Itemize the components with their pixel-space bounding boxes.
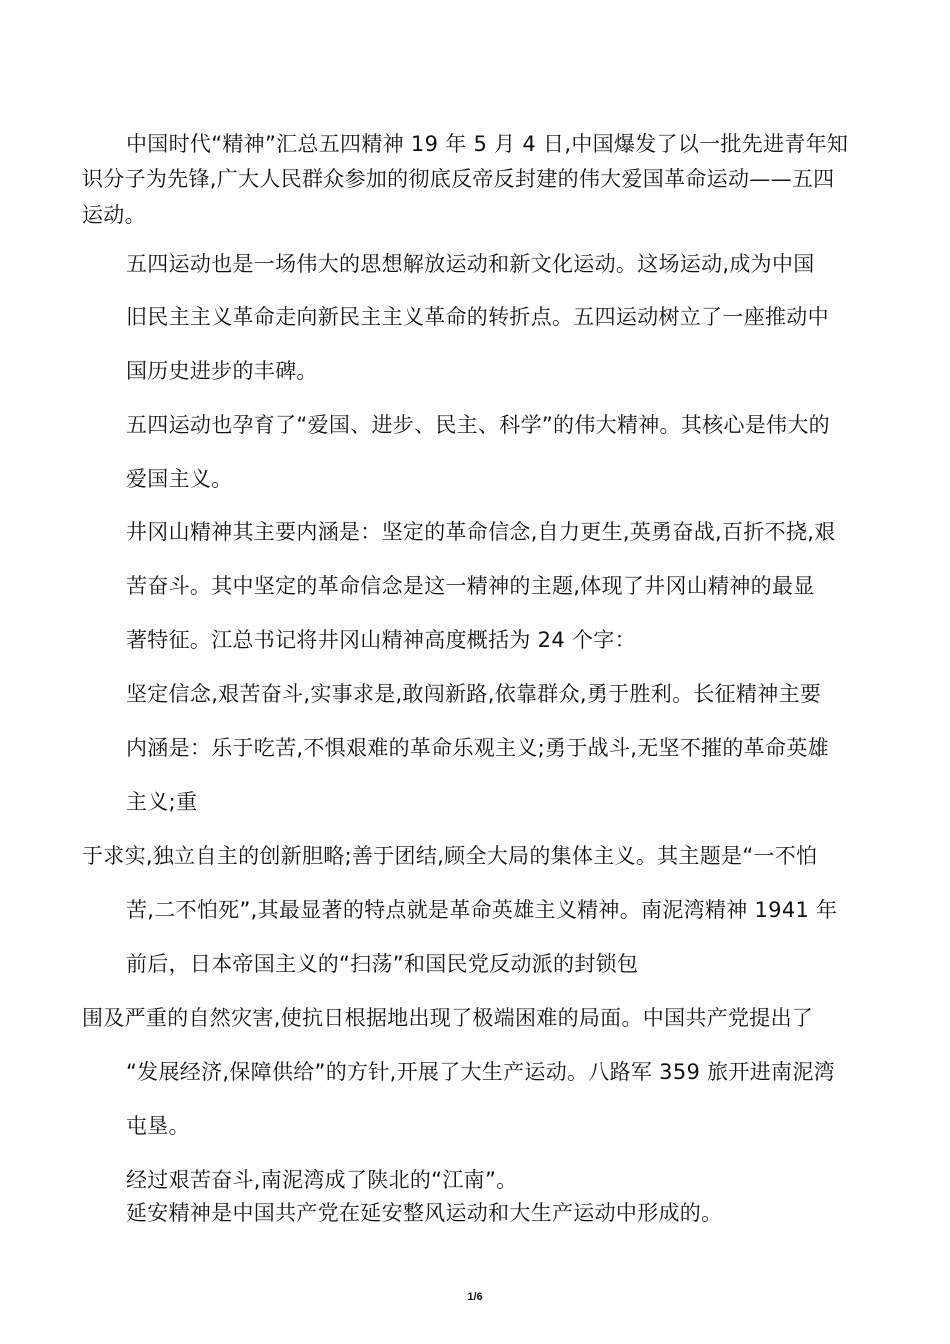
text-line: 于求实,独立自主的创新胆略;善于团结,顾全大局的集体主义。其主题是“一不怕 [82,844,818,868]
text-line: 屯垦。 [126,1114,190,1138]
text-line: 国历史进步的丰碑。 [126,359,318,383]
text-line: “发展经济,保障供给”的方针,开展了大生产运动。八路军 359 旅开进南泥湾 [126,1060,835,1084]
text-line: 经过艰苦奋斗,南泥湾成了陕北的“江南”。 [126,1168,518,1192]
text-line: 前后，日本帝国主义的“扫荡”和国民党反动派的封锁包 [126,952,639,976]
text-line: 旧民主主义革命走向新民主主义革命的转折点。五四运动树立了一座推动中 [126,305,829,329]
text-line: 围及严重的自然灾害,使抗日根据地出现了极端困难的局面。中国共产党提出了 [82,1006,814,1030]
text-line: 延安精神是中国共产党在延安整风运动和大生产运动中形成的。 [126,1201,723,1225]
text-line: 五四运动也是一场伟大的思想解放运动和新文化运动。这场运动,成为中国 [126,252,815,276]
text-line: 坚定信念,艰苦奋斗,实事求是,敢闯新路,依靠群众,勇于胜利。长征精神主要 [126,682,822,706]
text-line: 运动。 [82,203,146,227]
text-line: 苦奋斗。其中坚定的革命信念是这一精神的主题,体现了井冈山精神的最显 [126,574,815,598]
text-line: 著特征。江总书记将井冈山精神高度概括为 24 个字： [126,628,636,652]
text-line: 内涵是：乐于吃苦,不惧艰难的革命乐观主义;勇于战斗,无坚不摧的革命英雄 [126,736,829,760]
text-line: 苦,二不怕死”,其最显著的特点就是革命英雄主义精神。南泥湾精神 1941 年 [126,898,838,922]
text-line: 爱国主义。 [126,467,233,491]
text-line: 五四运动也孕育了“爱国、进步、民主、科学”的伟大精神。其核心是伟大的 [126,413,830,437]
text-line: 主义;重 [126,790,198,814]
page-number: 1/6 [467,1291,483,1303]
text-line: 井冈山精神其主要内涵是：坚定的革命信念,自力更生,英勇奋战,百折不挠,艰 [126,520,836,544]
text-line: 中国时代“精神”汇总五四精神 19 年 5 月 4 日,中国爆发了以一批先进青年知 [126,132,849,156]
text-line: 识分子为先锋,广大人民群众参加的彻底反帝反封建的伟大爱国革命运动——五四 [82,167,835,191]
